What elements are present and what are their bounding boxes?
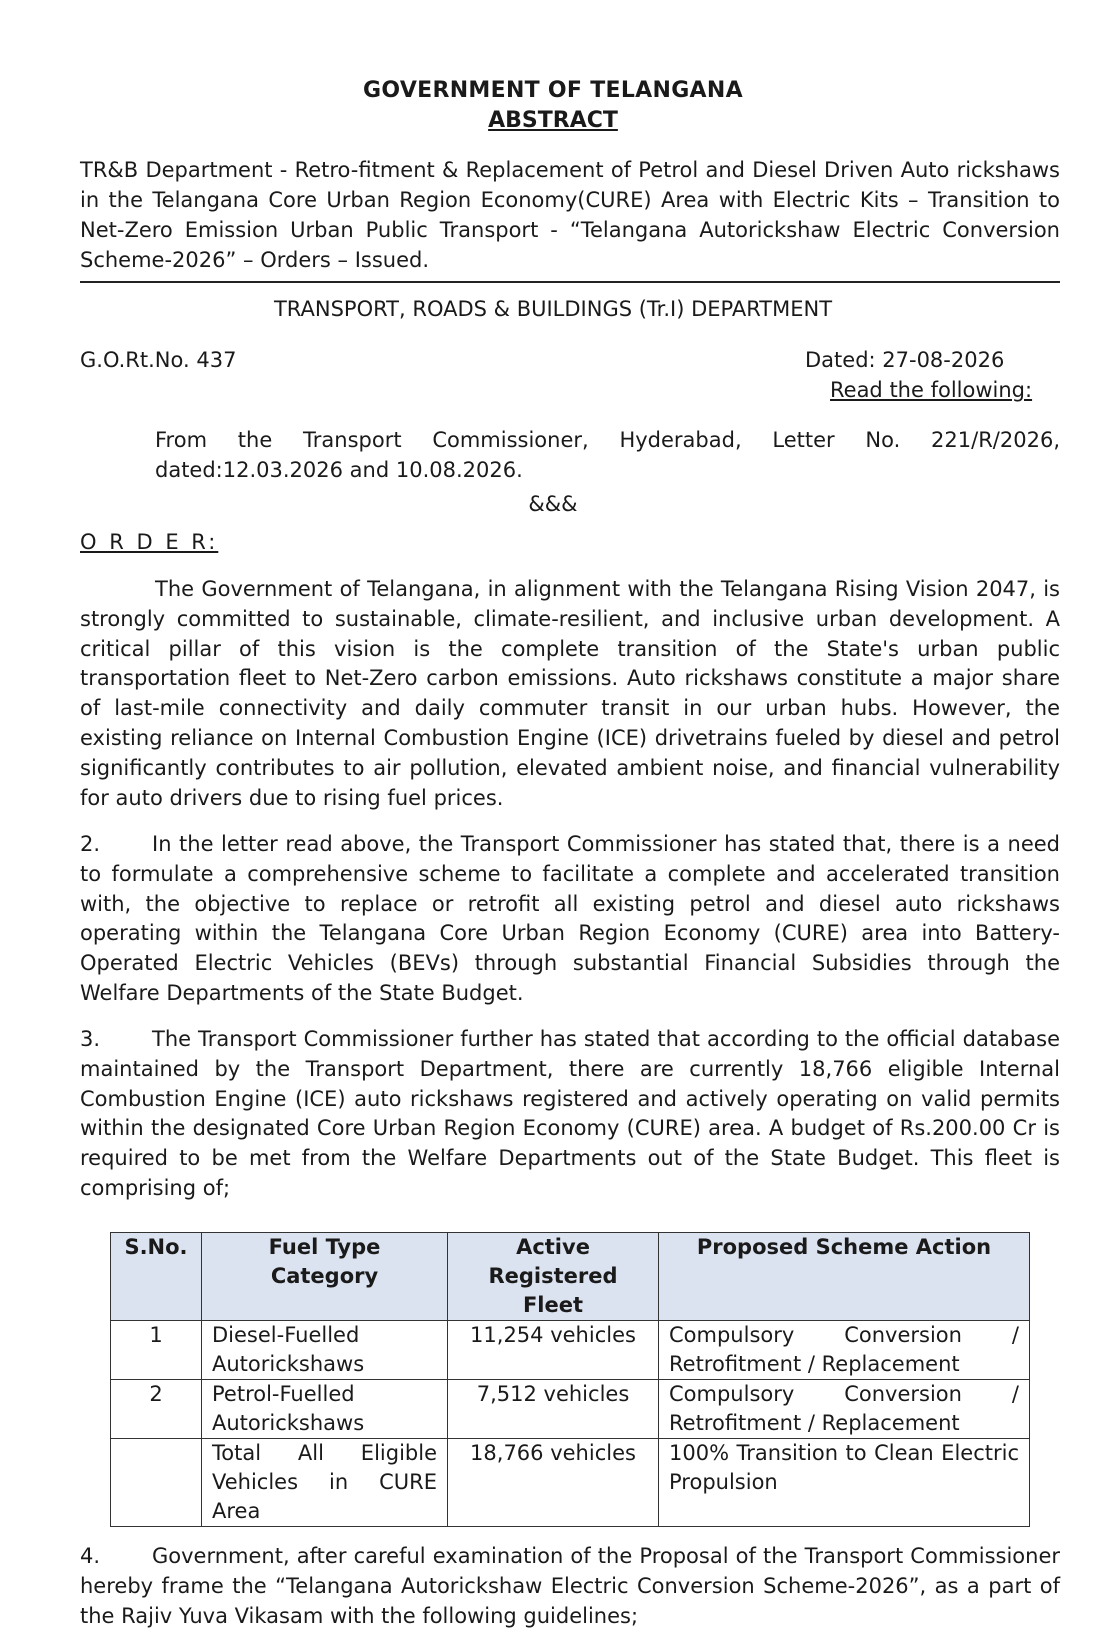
header-action: Proposed Scheme Action [659, 1233, 1030, 1321]
read-following-label: Read the following: [830, 378, 1033, 402]
paragraph-2-text: In the letter read above, the Transport Commissioner has stated that, there is a need to formulate a comprehensive scheme to facilitate a complete and accelerated transition with, the objective to replace or retrofit all existing petrol and diesel auto rickshaws operating within the Telangana Core Urban Region Economy (CURE) area into Battery-Operated Electric Vehicles (BEVs) through substantial Financial Subsidies through the Welfare Departments of the State Budget. [80, 832, 1060, 1005]
section-separator: &&& [528, 492, 578, 516]
cell-fleet: 7,512 vehicles [448, 1380, 659, 1439]
paragraph-2 [80, 830, 1060, 1009]
order-heading: O R D E R: [80, 530, 219, 554]
order-date: Dated: 27-08-2026 [805, 348, 1005, 372]
fleet-table [110, 1232, 1030, 1527]
subject-text: TR&B Department - Retro-fitment & Replacement of Petrol and Diesel Driven Auto rickshaws in the Telangana Core Urban Region Economy(CURE) Area with Electric Kits – Transition to Net-Zero Emission Urban Public Transport - “Telangana Autorickshaw Electric Conversion Scheme-2026” – Orders – Issued. [80, 155, 1060, 283]
cell-fleet: 18,766 vehicles [448, 1439, 659, 1527]
abstract-label: ABSTRACT [488, 108, 618, 133]
go-number: G.O.Rt.No. 437 [80, 348, 237, 372]
cell-fuel-type: Diesel-Fuelled Autorickshaws [202, 1321, 448, 1380]
cell-sno [111, 1439, 202, 1527]
cell-sno: 2 [111, 1380, 202, 1439]
department-name: TRANSPORT, ROADS & BUILDINGS (Tr.I) DEPARTMENT [273, 297, 833, 321]
cell-sno: 1 [111, 1321, 202, 1380]
cell-action: 100% Transition to Clean Electric Propulsion [659, 1439, 1030, 1527]
cell-action: Compulsory Conversion / Retrofitment / Replacement [659, 1380, 1030, 1439]
paragraph-3 [80, 1025, 1060, 1204]
cell-fuel-type: Petrol-Fuelled Autorickshaws [202, 1380, 448, 1439]
cell-fuel-type: Total All Eligible Vehicles in CURE Area [202, 1439, 448, 1527]
government-title: GOVERNMENT OF TELANGANA [363, 78, 743, 103]
reference-letter: From the Transport Commissioner, Hyderabad, Letter No. 221/R/2026, dated:12.03.2026 and 10.08.2026. [155, 428, 1060, 482]
paragraph-3-number: 3. [80, 1027, 101, 1051]
paragraph-3-text: The Transport Commissioner further has stated that according to the official database maintained by the Transport Department, there are currently 18,766 eligible Internal Combustion Engine (ICE) auto rickshaws registered and actively operating on valid permits within the designated Core Urban Region Economy (CURE) area. A budget of Rs.200.00 Cr is required to be met from the Welfare Departments out of the State Budget. This fleet is comprising of; [80, 1027, 1060, 1200]
header-fuel-type: Fuel Type Category [202, 1233, 448, 1321]
header-sno: S.No. [111, 1233, 202, 1321]
table-row-total [111, 1439, 1030, 1527]
header-fleet: Active Registered Fleet [448, 1233, 659, 1321]
paragraph-4-text: Government, after careful examination of the Proposal of the Transport Commissioner hereby frame the “Telangana Autorickshaw Electric Conversion Scheme-2026”, as a part of the Rajiv Yuva Vikasam with the following guidelines; [80, 1544, 1060, 1628]
cell-fleet: 11,254 vehicles [448, 1321, 659, 1380]
paragraph-1: The Government of Telangana, in alignment with the Telangana Rising Vision 2047, is strongly committed to sustainable, climate-resilient, and inclusive urban development. A critical pillar of this vision is the complete transition of the State's urban public transportation fleet to Net-Zero carbon emissions. Auto rickshaws constitute a major share of last-mile connectivity and daily commuter transit in our urban hubs. However, the existing reliance on Internal Combustion Engine (ICE) drivetrains fueled by diesel and petrol significantly contributes to air pollution, elevated ambient noise, and financial vulnerability for auto drivers due to rising fuel prices. [80, 577, 1060, 810]
paragraph-2-number: 2. [80, 832, 101, 856]
paragraph-4 [80, 1542, 1060, 1631]
abstract-heading [0, 108, 1106, 133]
table-header-row [111, 1233, 1030, 1321]
paragraph-4-number: 4. [80, 1544, 101, 1568]
table-row [111, 1380, 1030, 1439]
cell-action: Compulsory Conversion / Retrofitment / Replacement [659, 1321, 1030, 1380]
table-row [111, 1321, 1030, 1380]
